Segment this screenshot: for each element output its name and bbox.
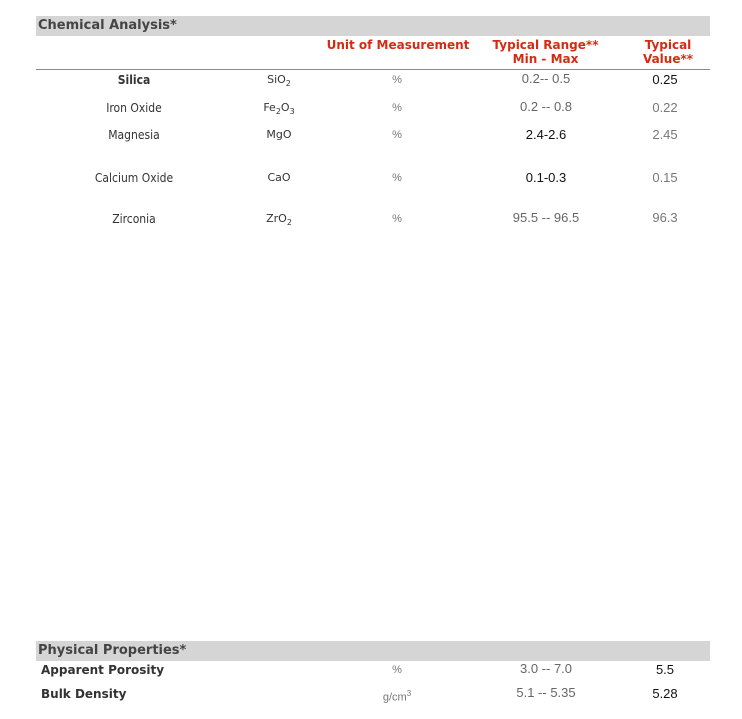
row-unit: % bbox=[392, 213, 402, 225]
formula-sub2: 3 bbox=[289, 107, 295, 117]
formula-base: SiO bbox=[267, 73, 286, 86]
row-name: Silica bbox=[117, 73, 151, 87]
row-value: 0.25 bbox=[652, 72, 678, 87]
property-name: Bulk Density bbox=[41, 687, 127, 701]
row-range: 0.2-- 0.5 bbox=[521, 71, 571, 86]
formula-sub: 2 bbox=[275, 107, 281, 117]
row-unit: % bbox=[392, 172, 402, 184]
typical-range-header-line1: Typical Range** bbox=[492, 38, 599, 52]
formula-sub: 2 bbox=[286, 218, 292, 228]
row-range: 95.5 -- 96.5 bbox=[512, 210, 580, 225]
row-name: Magnesia bbox=[108, 128, 160, 142]
row-unit: % bbox=[392, 74, 402, 86]
property-value: 5.28 bbox=[652, 686, 678, 701]
row-range: 0.2 -- 0.8 bbox=[519, 99, 573, 114]
row-value: 0.15 bbox=[652, 170, 678, 185]
unit-base: % bbox=[392, 664, 402, 676]
property-range: 5.1 -- 5.35 bbox=[516, 685, 576, 700]
formula-base: CaO bbox=[267, 171, 291, 184]
unit-sup: 3 bbox=[406, 689, 412, 698]
row-unit: % bbox=[392, 102, 402, 114]
row-name: Zirconia bbox=[112, 212, 156, 226]
property-range: 3.0 -- 7.0 bbox=[519, 661, 573, 676]
row-value: 96.3 bbox=[652, 210, 678, 225]
physical-properties-title: Physical Properties* bbox=[36, 641, 710, 661]
property-name: Apparent Porosity bbox=[41, 663, 165, 677]
property-unit bbox=[377, 687, 417, 705]
row-formula bbox=[249, 73, 309, 91]
formula-base: MgO bbox=[266, 128, 292, 141]
property-unit bbox=[377, 663, 417, 677]
formula-base: Fe bbox=[263, 101, 276, 114]
row-range: 2.4-2.6 bbox=[525, 127, 567, 142]
unit-base: g/cm bbox=[382, 691, 407, 704]
unit-of-measurement-header: Unit of Measurement bbox=[326, 38, 470, 52]
chemical-analysis-title: Chemical Analysis* bbox=[36, 16, 710, 36]
formula-sub: 2 bbox=[285, 79, 291, 89]
row-value: 2.45 bbox=[652, 127, 678, 142]
typical-range-header bbox=[488, 38, 603, 66]
row-formula bbox=[249, 212, 309, 230]
property-value: 5.5 bbox=[655, 662, 675, 677]
row-formula bbox=[249, 171, 309, 185]
formula-base: ZrO bbox=[266, 212, 287, 225]
formula-base2: O bbox=[280, 101, 290, 114]
row-value: 0.22 bbox=[652, 100, 678, 115]
row-formula bbox=[249, 101, 309, 119]
header-divider bbox=[36, 69, 710, 70]
row-formula bbox=[249, 128, 309, 142]
typical-range-header-line2: Min - Max bbox=[512, 52, 579, 66]
row-name: Calcium Oxide bbox=[94, 171, 174, 185]
row-unit: % bbox=[392, 129, 402, 141]
typical-value-header: Typical Value** bbox=[642, 38, 694, 66]
row-name: Iron Oxide bbox=[106, 101, 162, 115]
row-range: 0.1-0.3 bbox=[525, 170, 567, 185]
